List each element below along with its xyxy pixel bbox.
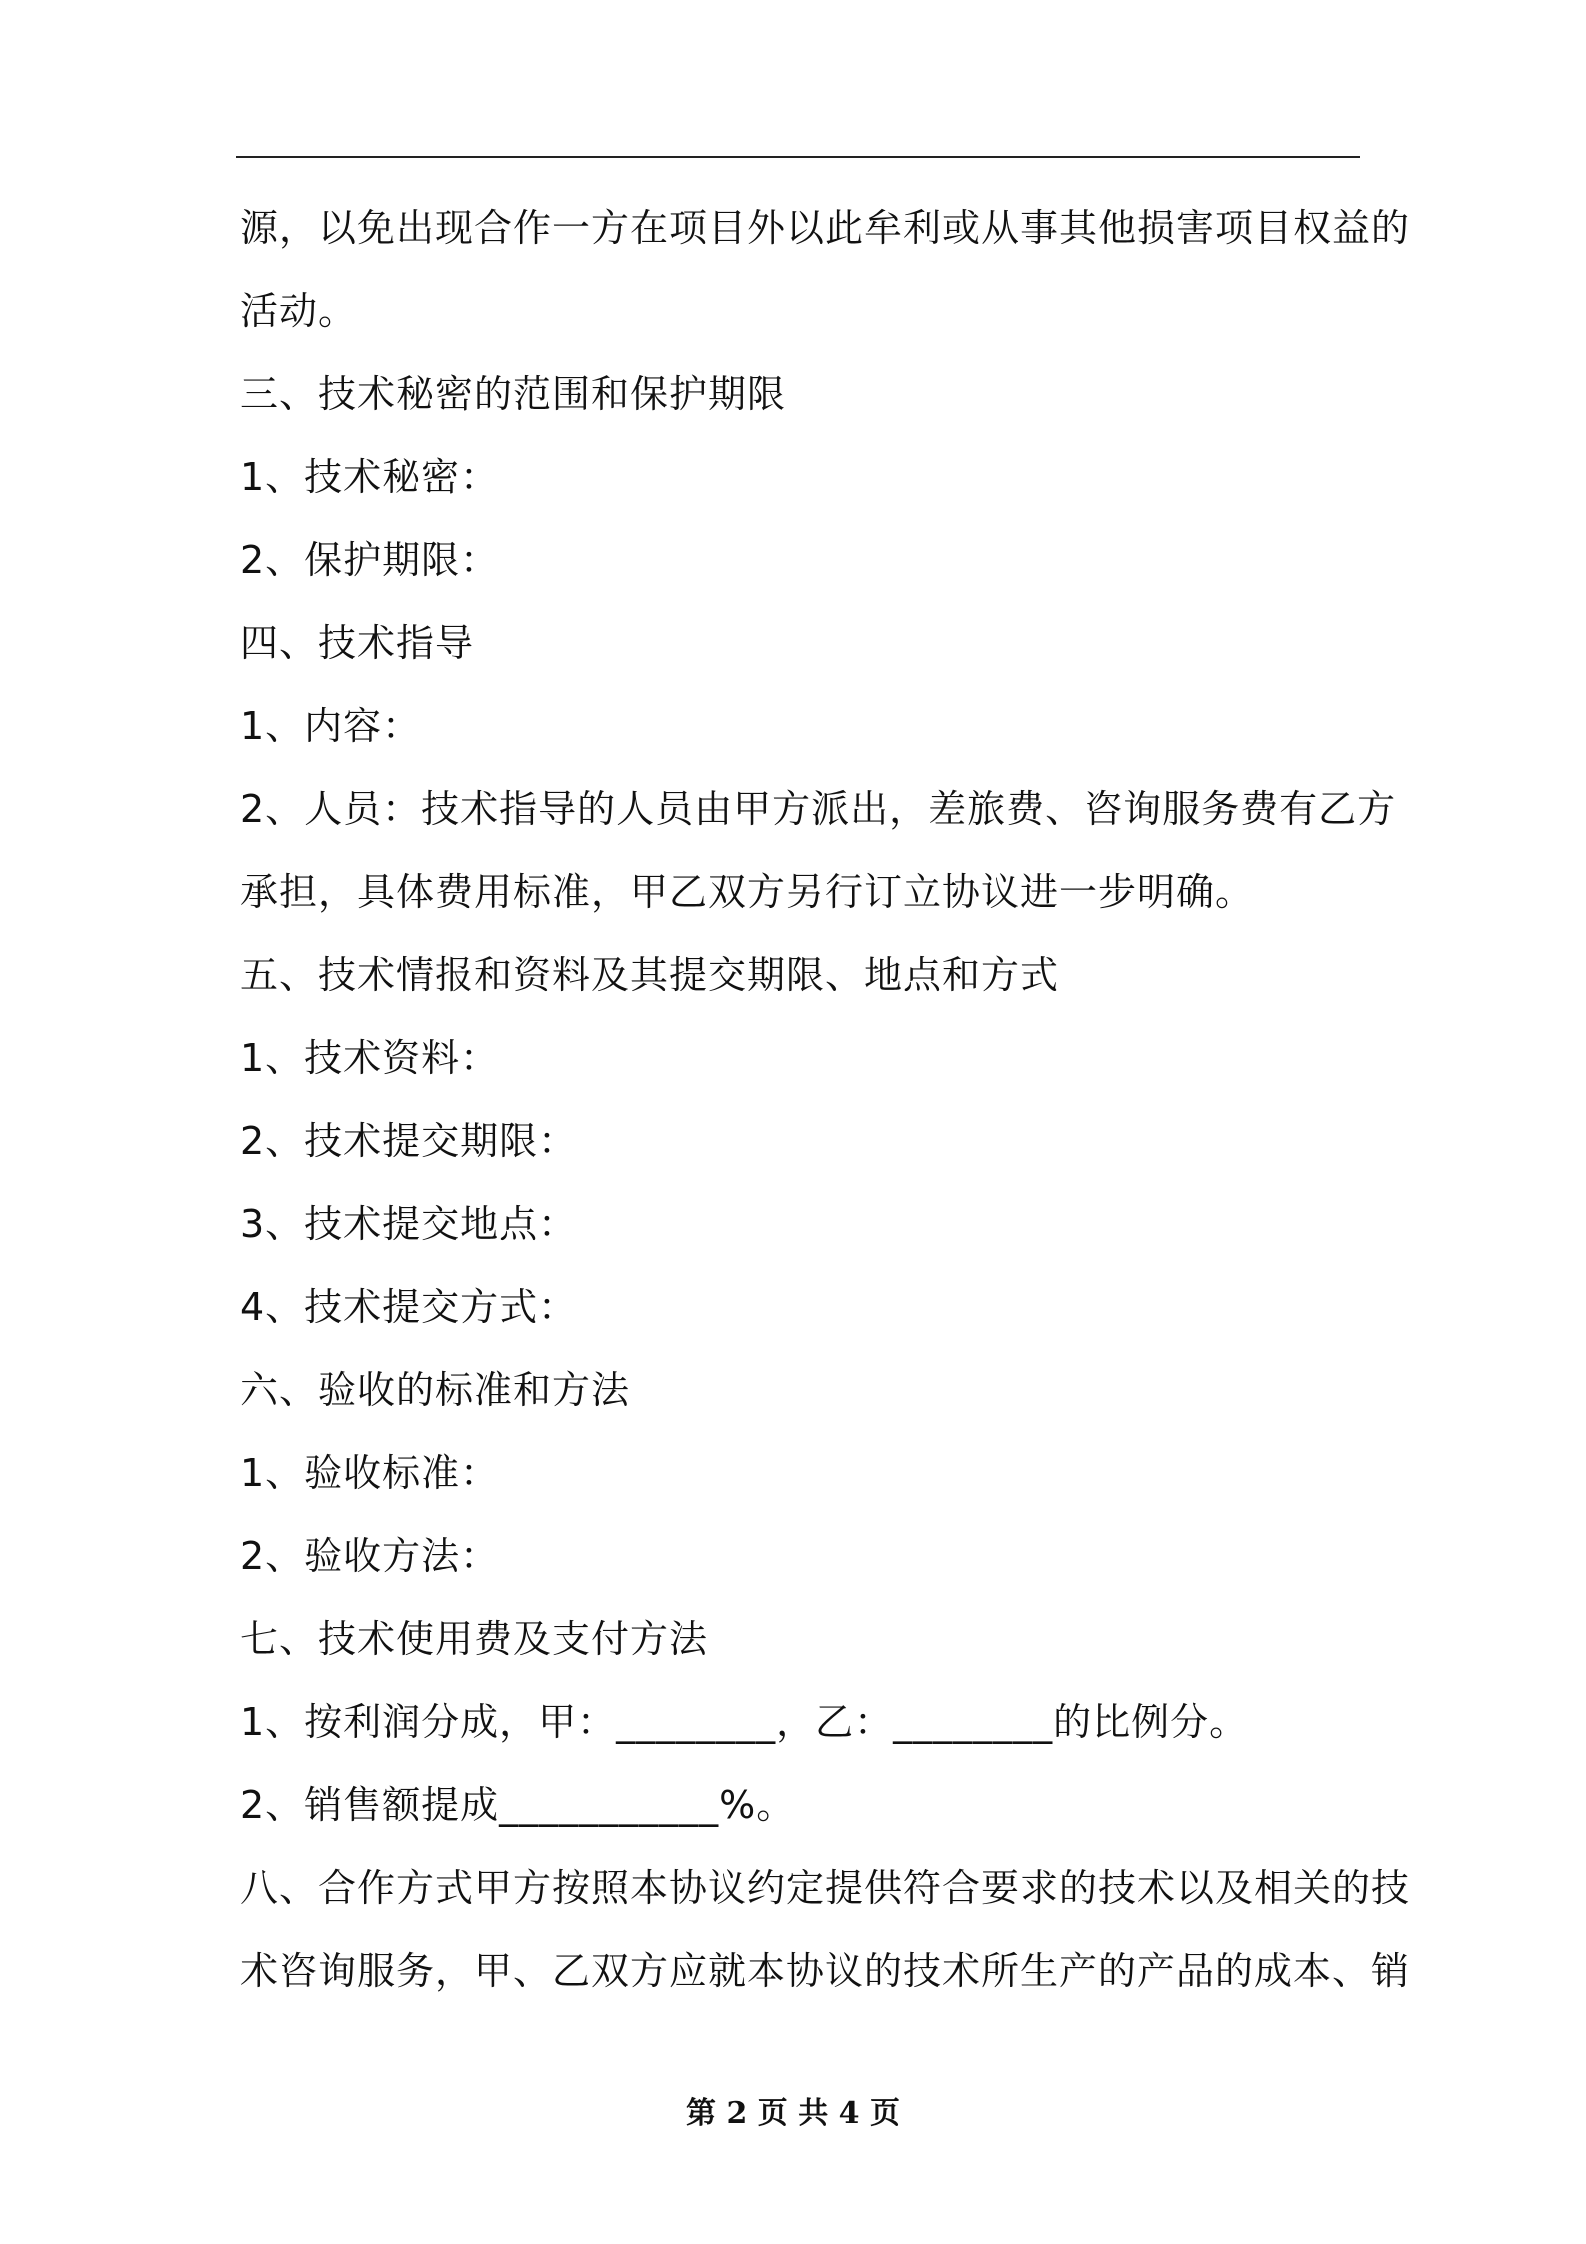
section-heading: 六、验收的标准和方法 — [240, 1368, 631, 1412]
text-line: 2、销售额提成___________%。 — [240, 1783, 796, 1827]
section-heading: 七、技术使用费及支付方法 — [240, 1617, 709, 1661]
text-line: 2、人员：技术指导的人员由甲方派出，差旅费、咨询服务费有乙方 — [240, 787, 1397, 831]
page-number: 第 2 页 共 4 页 — [686, 2096, 900, 2131]
section-heading: 四、技术指导 — [240, 621, 475, 665]
text-line: 1、技术秘密： — [240, 455, 500, 499]
text-line: 1、技术资料： — [240, 1036, 500, 1080]
section-heading: 三、技术秘密的范围和保护期限 — [240, 372, 787, 416]
text-line: 4、技术提交方式： — [240, 1285, 578, 1329]
text-line: 1、内容： — [240, 704, 422, 748]
section-heading: 八、合作方式甲方按照本协议约定提供符合要求的技术以及相关的技 — [240, 1866, 1411, 1910]
text-line: 2、技术提交期限： — [240, 1119, 578, 1163]
text-line: 2、验收方法： — [240, 1534, 500, 1578]
text-line: 1、验收标准： — [240, 1451, 500, 1495]
text-line: 3、技术提交地点： — [240, 1202, 578, 1246]
section-heading: 五、技术情报和资料及其提交期限、地点和方式 — [240, 953, 1060, 997]
text-line: 活动。 — [240, 289, 358, 333]
text-line: 2、保护期限： — [240, 538, 500, 582]
header-rule — [236, 156, 1360, 158]
text-line: 1、按利润分成，甲：________，乙：________的比例分。 — [240, 1700, 1249, 1744]
text-line: 术咨询服务，甲、乙双方应就本协议的技术所生产的产品的成本、销 — [240, 1949, 1411, 1993]
text-line: 源，以免出现合作一方在项目外以此牟利或从事其他损害项目权益的 — [240, 206, 1411, 250]
text-line: 承担，具体费用标准，甲乙双方另行订立协议进一步明确。 — [240, 870, 1255, 914]
